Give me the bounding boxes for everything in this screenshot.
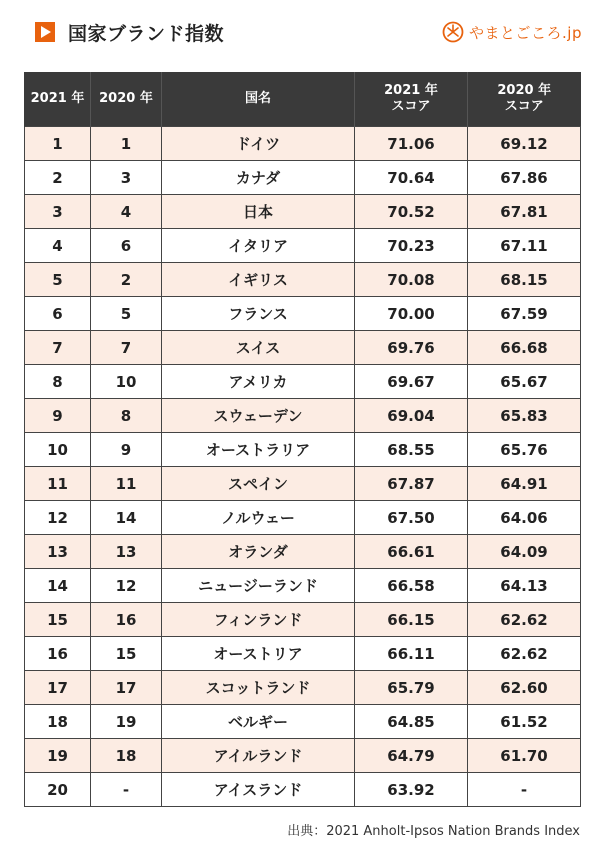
rank-2021-cell: 10 xyxy=(25,433,91,467)
rank-2020-cell: 16 xyxy=(91,603,162,637)
rank-2020-cell: 6 xyxy=(91,229,162,263)
rank-2021-cell: 1 xyxy=(25,127,91,161)
score-2020-cell: 69.12 xyxy=(468,127,581,161)
rank-2020-cell: 2 xyxy=(91,263,162,297)
rank-2020-cell: 10 xyxy=(91,365,162,399)
rank-2021-cell: 17 xyxy=(25,671,91,705)
score-2020-cell: 67.11 xyxy=(468,229,581,263)
rank-2021-cell: 18 xyxy=(25,705,91,739)
rank-2020-cell: 8 xyxy=(91,399,162,433)
score-2020-cell: 64.09 xyxy=(468,535,581,569)
rank-2021-cell: 4 xyxy=(25,229,91,263)
table-row xyxy=(25,603,581,637)
table-row xyxy=(25,569,581,603)
rank-2021-cell: 9 xyxy=(25,399,91,433)
rank-2020-cell: 14 xyxy=(91,501,162,535)
rank-2020-cell: 17 xyxy=(91,671,162,705)
score-2021-cell: 64.85 xyxy=(355,705,468,739)
table-body xyxy=(25,127,581,807)
score-2020-cell: 67.59 xyxy=(468,297,581,331)
score-2021-cell: 70.64 xyxy=(355,161,468,195)
score-2020-cell: 67.86 xyxy=(468,161,581,195)
table-row xyxy=(25,739,581,773)
logo-mark-icon xyxy=(442,21,464,43)
country-cell: イタリア xyxy=(162,229,355,263)
rank-2021-cell: 5 xyxy=(25,263,91,297)
table-row xyxy=(25,297,581,331)
rank-2020-cell: 1 xyxy=(91,127,162,161)
score-2020-cell: 64.06 xyxy=(468,501,581,535)
score-2021-cell: 70.52 xyxy=(355,195,468,229)
rank-2021-cell: 20 xyxy=(25,773,91,807)
score-2021-cell: 70.08 xyxy=(355,263,468,297)
country-cell: オーストリア xyxy=(162,637,355,671)
country-cell: オランダ xyxy=(162,535,355,569)
header-country: 国名 xyxy=(162,72,355,127)
score-2020-cell: 61.70 xyxy=(468,739,581,773)
score-2020-cell: 67.81 xyxy=(468,195,581,229)
country-cell: ドイツ xyxy=(162,127,355,161)
country-cell: スイス xyxy=(162,331,355,365)
header-rank-2020: 2020 年 xyxy=(91,72,162,127)
table-row xyxy=(25,501,581,535)
country-cell: スウェーデン xyxy=(162,399,355,433)
score-2021-cell: 71.06 xyxy=(355,127,468,161)
logo-text: やまとごころ.jp xyxy=(469,23,582,42)
table-row xyxy=(25,467,581,501)
score-2020-cell: 61.52 xyxy=(468,705,581,739)
header-score-2021: 2021 年 スコア xyxy=(355,72,468,127)
rank-2021-cell: 16 xyxy=(25,637,91,671)
rank-2021-cell: 8 xyxy=(25,365,91,399)
score-2021-cell: 68.55 xyxy=(355,433,468,467)
country-cell: カナダ xyxy=(162,161,355,195)
rank-2020-cell: 3 xyxy=(91,161,162,195)
table-row xyxy=(25,671,581,705)
table-row xyxy=(25,535,581,569)
rank-2020-cell: 12 xyxy=(91,569,162,603)
score-2020-cell: 62.60 xyxy=(468,671,581,705)
score-2020-cell: 68.15 xyxy=(468,263,581,297)
country-cell: 日本 xyxy=(162,195,355,229)
rank-2020-cell: 15 xyxy=(91,637,162,671)
rank-2020-cell: 13 xyxy=(91,535,162,569)
score-2020-cell: 62.62 xyxy=(468,637,581,671)
rank-2020-cell: 19 xyxy=(91,705,162,739)
source-note: 出典：2021 Anholt-Ipsos Nation Brands Index xyxy=(287,824,580,839)
score-2020-cell: 65.83 xyxy=(468,399,581,433)
rank-2021-cell: 13 xyxy=(25,535,91,569)
table-row xyxy=(25,399,581,433)
score-2021-cell: 66.11 xyxy=(355,637,468,671)
rank-2021-cell: 11 xyxy=(25,467,91,501)
score-2021-cell: 69.76 xyxy=(355,331,468,365)
country-cell: ベルギー xyxy=(162,705,355,739)
country-cell: アイスランド xyxy=(162,773,355,807)
ranking-table xyxy=(24,72,581,807)
score-2020-cell: 65.67 xyxy=(468,365,581,399)
score-2021-cell: 63.92 xyxy=(355,773,468,807)
rank-2021-cell: 2 xyxy=(25,161,91,195)
rank-2021-cell: 12 xyxy=(25,501,91,535)
rank-2020-cell: 5 xyxy=(91,297,162,331)
score-2021-cell: 66.61 xyxy=(355,535,468,569)
rank-2021-cell: 15 xyxy=(25,603,91,637)
rank-2020-cell: 11 xyxy=(91,467,162,501)
table-row xyxy=(25,331,581,365)
table-row xyxy=(25,263,581,297)
header-score-2020: 2020 年 スコア xyxy=(468,72,581,127)
rank-2020-cell: - xyxy=(91,773,162,807)
score-2020-cell: 62.62 xyxy=(468,603,581,637)
country-cell: アイルランド xyxy=(162,739,355,773)
table-row xyxy=(25,195,581,229)
country-cell: フランス xyxy=(162,297,355,331)
rank-2020-cell: 18 xyxy=(91,739,162,773)
rank-2020-cell: 4 xyxy=(91,195,162,229)
score-2021-cell: 69.67 xyxy=(355,365,468,399)
score-2020-cell: 64.91 xyxy=(468,467,581,501)
score-2021-cell: 70.23 xyxy=(355,229,468,263)
country-cell: フィンランド xyxy=(162,603,355,637)
rank-2021-cell: 6 xyxy=(25,297,91,331)
country-cell: イギリス xyxy=(162,263,355,297)
score-2021-cell: 67.50 xyxy=(355,501,468,535)
table-row xyxy=(25,161,581,195)
score-2021-cell: 64.79 xyxy=(355,739,468,773)
country-cell: アメリカ xyxy=(162,365,355,399)
rank-2020-cell: 9 xyxy=(91,433,162,467)
table-row xyxy=(25,773,581,807)
country-cell: ノルウェー xyxy=(162,501,355,535)
score-2020-cell: 64.13 xyxy=(468,569,581,603)
table-row xyxy=(25,127,581,161)
score-2020-cell: 65.76 xyxy=(468,433,581,467)
country-cell: ニュージーランド xyxy=(162,569,355,603)
table-row xyxy=(25,229,581,263)
score-2021-cell: 65.79 xyxy=(355,671,468,705)
score-2021-cell: 69.04 xyxy=(355,399,468,433)
table-row xyxy=(25,705,581,739)
table-header-row xyxy=(25,72,581,127)
rank-2021-cell: 7 xyxy=(25,331,91,365)
rank-2021-cell: 14 xyxy=(25,569,91,603)
score-2020-cell: 66.68 xyxy=(468,331,581,365)
header xyxy=(0,0,600,64)
country-cell: スコットランド xyxy=(162,671,355,705)
country-cell: オーストラリア xyxy=(162,433,355,467)
logo xyxy=(442,20,582,44)
play-icon xyxy=(35,22,55,42)
score-2021-cell: 66.15 xyxy=(355,603,468,637)
page-title: 国家ブランド指数 xyxy=(68,23,225,45)
score-2021-cell: 70.00 xyxy=(355,297,468,331)
table-row xyxy=(25,365,581,399)
header-rank-2021: 2021 年 xyxy=(25,72,91,127)
table-row xyxy=(25,637,581,671)
rank-2021-cell: 19 xyxy=(25,739,91,773)
score-2021-cell: 67.87 xyxy=(355,467,468,501)
score-2021-cell: 66.58 xyxy=(355,569,468,603)
country-cell: スペイン xyxy=(162,467,355,501)
table-row xyxy=(25,433,581,467)
rank-2021-cell: 3 xyxy=(25,195,91,229)
score-2020-cell: - xyxy=(468,773,581,807)
rank-2020-cell: 7 xyxy=(91,331,162,365)
ranking-table-container xyxy=(24,72,580,807)
